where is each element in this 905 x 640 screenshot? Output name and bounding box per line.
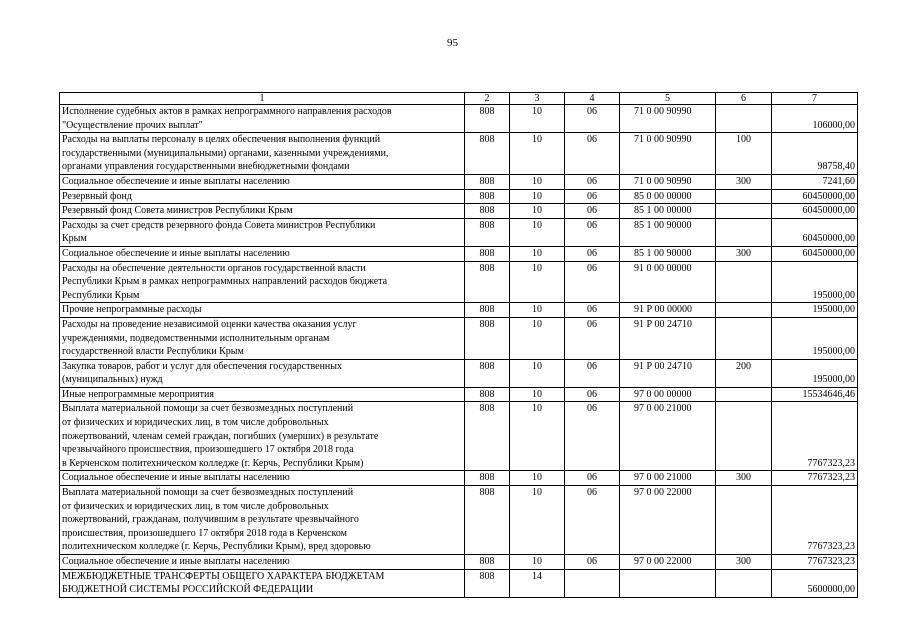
- row-ved-code: 808: [465, 174, 510, 189]
- row-subsection-code: 06: [565, 204, 620, 219]
- row-target-article: 97 0 00 22000: [620, 486, 716, 555]
- table-row: [60, 246, 858, 261]
- row-expense-type: [716, 569, 772, 597]
- row-ved-code: 808: [465, 303, 510, 318]
- row-target-article: 85 1 00 00000: [620, 204, 716, 219]
- row-subsection-code: 06: [565, 303, 620, 318]
- row-ved-code: 808: [465, 261, 510, 303]
- row-section-code: 14: [510, 569, 565, 597]
- row-name: Выплата материальной помощи за счет безвозмездных поступлений от физических и юридических лиц, в том числе добровольных пожертвований, членам семей граждан, погибших (умерших) в результате чрезвычайного происшествия, произошедшего 17 октября 2018 года в Керченском политехническом колледже (г. Керчь, Республики Крым): [60, 402, 465, 471]
- row-name: Социальное обеспечение и иные выплаты населению: [60, 471, 465, 486]
- row-amount: 5600000,00: [772, 569, 858, 597]
- row-section-code: 10: [510, 218, 565, 246]
- row-section-code: 10: [510, 189, 565, 204]
- row-ved-code: 808: [465, 387, 510, 402]
- row-name: Расходы на выплаты персоналу в целях обеспечения выполнения функций государственными (муниципальными) органами, казенными учреждениями, органами управления государственными внебюджетными фондами: [60, 133, 465, 175]
- row-ved-code: 808: [465, 555, 510, 570]
- row-target-article: 71 0 00 90990: [620, 133, 716, 175]
- row-amount: 195000,00: [772, 359, 858, 387]
- row-section-code: 10: [510, 387, 565, 402]
- row-section-code: 10: [510, 261, 565, 303]
- row-expense-type: 200: [716, 359, 772, 387]
- row-amount: 7767323,23: [772, 471, 858, 486]
- header-col-4: 4: [565, 93, 620, 105]
- table-row: [60, 133, 858, 175]
- row-ved-code: 808: [465, 471, 510, 486]
- table-header-row: [60, 93, 858, 105]
- row-name: Резервный фонд: [60, 189, 465, 204]
- row-target-article: 91 Р 00 24710: [620, 359, 716, 387]
- row-name: Резервный фонд Совета министров Республики Крым: [60, 204, 465, 219]
- row-subsection-code: 06: [565, 471, 620, 486]
- row-section-code: 10: [510, 133, 565, 175]
- row-name: Расходы за счет средств резервного фонда Совета министров Республики Крым: [60, 218, 465, 246]
- table-row: [60, 402, 858, 471]
- row-amount: 195000,00: [772, 261, 858, 303]
- row-amount: 7767323,23: [772, 486, 858, 555]
- table-row: [60, 303, 858, 318]
- row-ved-code: 808: [465, 105, 510, 133]
- row-amount: 106000,00: [772, 105, 858, 133]
- row-amount: 60450000,00: [772, 189, 858, 204]
- row-name: Расходы на обеспечение деятельности органов государственной власти Республики Крым в рамках непрограммных направлений расходов бюджета Республики Крым: [60, 261, 465, 303]
- row-section-code: 10: [510, 246, 565, 261]
- row-subsection-code: 06: [565, 402, 620, 471]
- row-ved-code: 808: [465, 359, 510, 387]
- row-target-article: 97 0 00 21000: [620, 402, 716, 471]
- row-expense-type: [716, 204, 772, 219]
- row-amount: 60450000,00: [772, 204, 858, 219]
- row-expense-type: [716, 105, 772, 133]
- page-number: 95: [447, 37, 458, 49]
- header-col-3: 3: [510, 93, 565, 105]
- row-section-code: 10: [510, 402, 565, 471]
- row-expense-type: 300: [716, 555, 772, 570]
- row-target-article: 85 0 00 00000: [620, 189, 716, 204]
- row-expense-type: [716, 402, 772, 471]
- row-expense-type: [716, 303, 772, 318]
- row-name: Социальное обеспечение и иные выплаты населению: [60, 555, 465, 570]
- row-target-article: 97 0 00 21000: [620, 471, 716, 486]
- row-amount: 195000,00: [772, 303, 858, 318]
- row-target-article: 91 Р 00 00000: [620, 303, 716, 318]
- row-section-code: 10: [510, 174, 565, 189]
- row-amount: 7241,60: [772, 174, 858, 189]
- table-row: [60, 486, 858, 555]
- row-amount: 7767323,23: [772, 402, 858, 471]
- header-col-5: 5: [620, 93, 716, 105]
- row-ved-code: 808: [465, 486, 510, 555]
- table-row: [60, 359, 858, 387]
- row-name: Иные непрограммные мероприятия: [60, 387, 465, 402]
- row-subsection-code: 06: [565, 359, 620, 387]
- row-expense-type: 300: [716, 174, 772, 189]
- table-row: [60, 471, 858, 486]
- row-subsection-code: 06: [565, 246, 620, 261]
- row-name: Прочие непрограммные расходы: [60, 303, 465, 318]
- header-col-1: 1: [60, 93, 465, 105]
- row-name: МЕЖБЮДЖЕТНЫЕ ТРАНСФЕРТЫ ОБЩЕГО ХАРАКТЕРА БЮДЖЕТАМ БЮДЖЕТНОЙ СИСТЕМЫ РОССИЙСКОЙ ФЕДЕРАЦИИ: [60, 569, 465, 597]
- header-col-7: 7: [772, 93, 858, 105]
- row-section-code: 10: [510, 204, 565, 219]
- row-subsection-code: 06: [565, 133, 620, 175]
- row-ved-code: 808: [465, 218, 510, 246]
- budget-table: [59, 92, 858, 598]
- row-ved-code: 808: [465, 204, 510, 219]
- row-target-article: 71 0 00 90990: [620, 105, 716, 133]
- row-subsection-code: 06: [565, 218, 620, 246]
- row-subsection-code: 06: [565, 174, 620, 189]
- row-subsection-code: 06: [565, 189, 620, 204]
- row-amount: 98758,40: [772, 133, 858, 175]
- table-row: [60, 387, 858, 402]
- row-ved-code: 808: [465, 402, 510, 471]
- row-target-article: 97 0 00 00000: [620, 387, 716, 402]
- table-row: [60, 105, 858, 133]
- row-section-code: 10: [510, 359, 565, 387]
- row-target-article: 91 Р 00 24710: [620, 317, 716, 359]
- row-subsection-code: 06: [565, 555, 620, 570]
- header-col-6: 6: [716, 93, 772, 105]
- row-expense-type: [716, 387, 772, 402]
- table-row: [60, 317, 858, 359]
- row-target-article: 85 1 00 90000: [620, 246, 716, 261]
- row-name: Социальное обеспечение и иные выплаты населению: [60, 174, 465, 189]
- table-row: [60, 204, 858, 219]
- table-row: [60, 174, 858, 189]
- row-section-code: 10: [510, 317, 565, 359]
- row-ved-code: 808: [465, 317, 510, 359]
- row-expense-type: [716, 218, 772, 246]
- row-ved-code: 808: [465, 189, 510, 204]
- row-target-article: 97 0 00 22000: [620, 555, 716, 570]
- row-subsection-code: 06: [565, 261, 620, 303]
- row-target-article: 71 0 00 90990: [620, 174, 716, 189]
- table-row: [60, 218, 858, 246]
- row-target-article: 91 0 00 00000: [620, 261, 716, 303]
- row-target-article: [620, 569, 716, 597]
- row-amount: 7767323,23: [772, 555, 858, 570]
- row-name: Социальное обеспечение и иные выплаты населению: [60, 246, 465, 261]
- row-name: Закупка товаров, работ и услуг для обеспечения государственных (муниципальных) нужд: [60, 359, 465, 387]
- row-ved-code: 808: [465, 246, 510, 261]
- row-ved-code: 808: [465, 569, 510, 597]
- row-subsection-code: 06: [565, 317, 620, 359]
- row-section-code: 10: [510, 486, 565, 555]
- row-expense-type: 100: [716, 133, 772, 175]
- row-section-code: 10: [510, 555, 565, 570]
- row-subsection-code: 06: [565, 486, 620, 555]
- row-amount: 195000,00: [772, 317, 858, 359]
- row-amount: 60450000,00: [772, 246, 858, 261]
- row-section-code: 10: [510, 303, 565, 318]
- row-amount: 15534646,46: [772, 387, 858, 402]
- row-subsection-code: 06: [565, 387, 620, 402]
- row-expense-type: [716, 486, 772, 555]
- row-expense-type: [716, 261, 772, 303]
- row-target-article: 85 1 00 90000: [620, 218, 716, 246]
- table-row: [60, 261, 858, 303]
- row-name: Расходы на проведение независимой оценки качества оказания услуг учреждениями, подведомственными исполнительным органам государственной власти Республики Крым: [60, 317, 465, 359]
- row-subsection-code: [565, 569, 620, 597]
- table-row: [60, 189, 858, 204]
- row-name: Выплата материальной помощи за счет безвозмездных поступлений от физических и юридических лиц, в том числе добровольных пожертвований, гражданам, получившим в результате чрезвычайного происшествия, произошедшего 17 октября 2018 года в Керченском политехническом колледже (г. Керчь, Республики Крым), вред здоровью: [60, 486, 465, 555]
- table-row: [60, 555, 858, 570]
- row-expense-type: [716, 317, 772, 359]
- row-ved-code: 808: [465, 133, 510, 175]
- header-col-2: 2: [465, 93, 510, 105]
- row-expense-type: 300: [716, 471, 772, 486]
- row-subsection-code: 06: [565, 105, 620, 133]
- table-row: [60, 569, 858, 597]
- row-expense-type: 300: [716, 246, 772, 261]
- row-section-code: 10: [510, 471, 565, 486]
- row-section-code: 10: [510, 105, 565, 133]
- row-amount: 60450000,00: [772, 218, 858, 246]
- row-name: Исполнение судебных актов в рамках непрограммного направления расходов "Осуществление прочих выплат": [60, 105, 465, 133]
- row-expense-type: [716, 189, 772, 204]
